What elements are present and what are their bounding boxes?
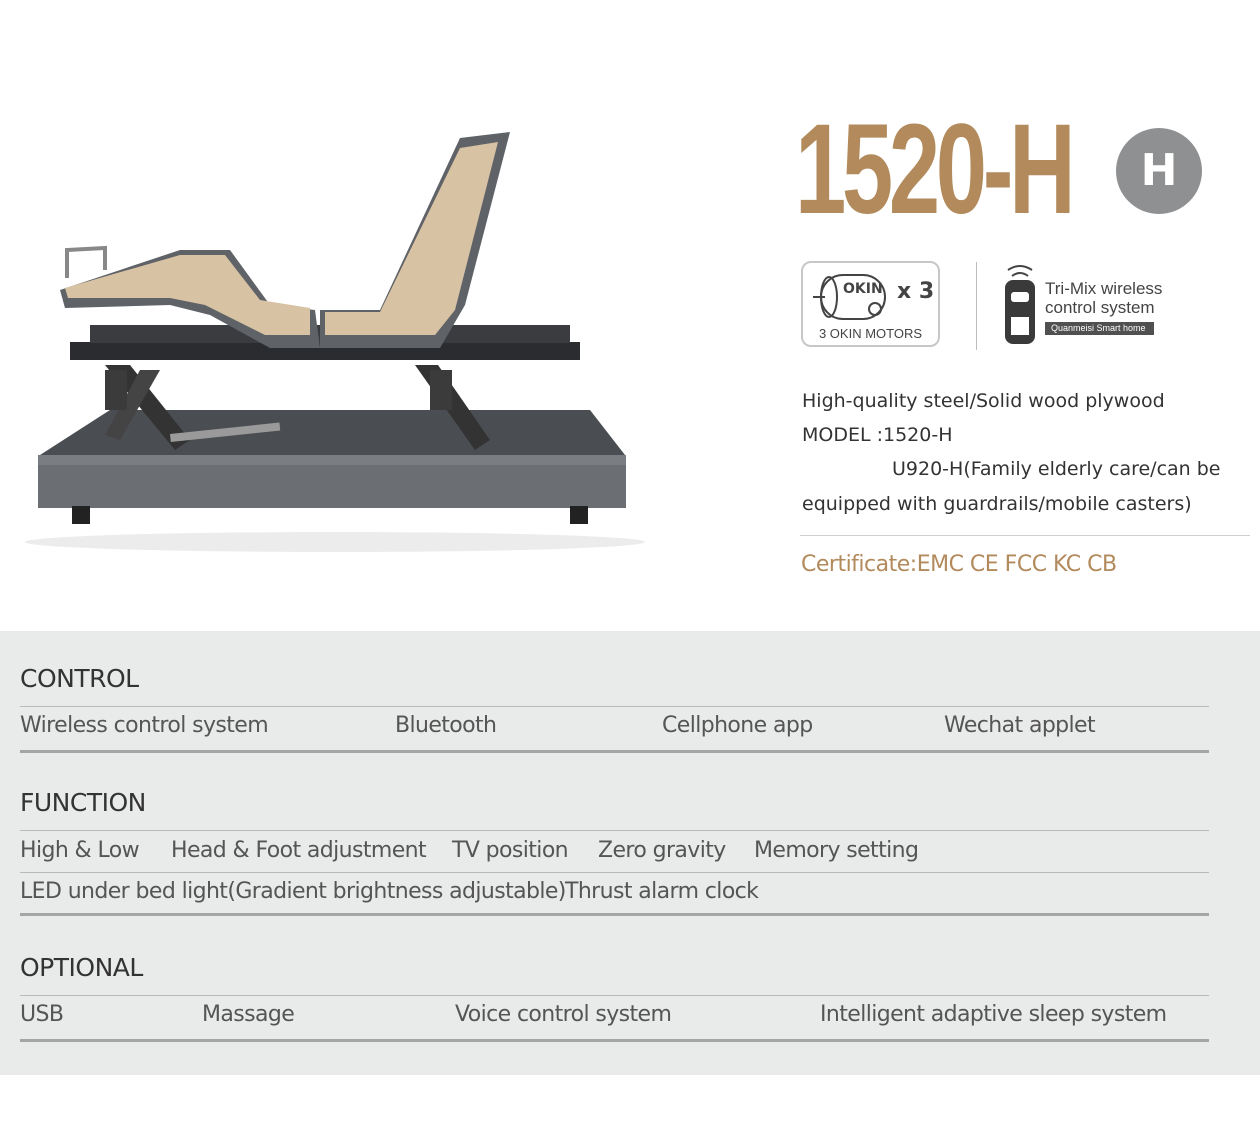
motor-caption: 3 OKIN MOTORS: [818, 326, 923, 341]
divider: [20, 830, 1209, 831]
divider: [20, 872, 1209, 873]
motor-multiplier: x 3: [897, 279, 935, 304]
optional-item: USB: [20, 1002, 64, 1027]
divider: [20, 706, 1209, 707]
function-item: High & Low: [20, 838, 140, 863]
divider: [20, 1039, 1209, 1042]
optional-item: Massage: [202, 1002, 295, 1027]
spec-material: High-quality steel/Solid wood plywood: [802, 390, 1165, 412]
model-title: 1520-H: [795, 98, 1072, 241]
divider: [20, 995, 1209, 996]
function-item: Memory setting: [754, 838, 919, 863]
divider: [20, 750, 1209, 753]
control-system-label: [1045, 279, 1162, 317]
control-item: Cellphone app: [662, 713, 813, 738]
function-item: LED under bed light(Gradient brightness adjustable): [20, 879, 566, 904]
function-item: Head & Foot adjustment: [171, 838, 427, 863]
control-line-2: control system: [1045, 298, 1155, 317]
certificate-line: Certificate:EMC CE FCC KC CB: [801, 552, 1117, 577]
spec-variant: U920-H(Family elderly care/can be: [892, 458, 1221, 480]
motor-brand: OKIN: [843, 281, 883, 297]
control-item: Bluetooth: [395, 713, 497, 738]
section-title-optional: OPTIONAL: [20, 953, 143, 982]
badge-divider: [976, 262, 977, 350]
remote-control-icon: [1000, 262, 1040, 348]
divider: [20, 913, 1209, 916]
optional-item: Voice control system: [455, 1002, 672, 1027]
brand-tag: Quanmeisi Smart home: [1045, 322, 1154, 335]
motor-icon: [813, 269, 893, 327]
control-line-1: Tri-Mix wireless: [1045, 279, 1163, 298]
adjustable-bed-image: [20, 120, 660, 570]
function-item: Thrust alarm clock: [565, 879, 759, 904]
spec-model: MODEL :1520-H: [802, 424, 953, 446]
section-title-control: CONTROL: [20, 664, 139, 693]
control-item: Wechat applet: [944, 713, 1096, 738]
spec-variant-cont: equipped with guardrails/mobile casters): [802, 493, 1192, 515]
spec-divider: [800, 535, 1250, 536]
function-item: Zero gravity: [598, 838, 726, 863]
features-panel: [0, 631, 1260, 1075]
optional-item: Intelligent adaptive sleep system: [820, 1002, 1167, 1027]
control-item: Wireless control system: [20, 713, 269, 738]
okin-motor-badge: [801, 261, 940, 347]
section-title-function: FUNCTION: [20, 788, 146, 817]
grade-badge: H: [1116, 128, 1202, 214]
function-item: TV position: [452, 838, 569, 863]
